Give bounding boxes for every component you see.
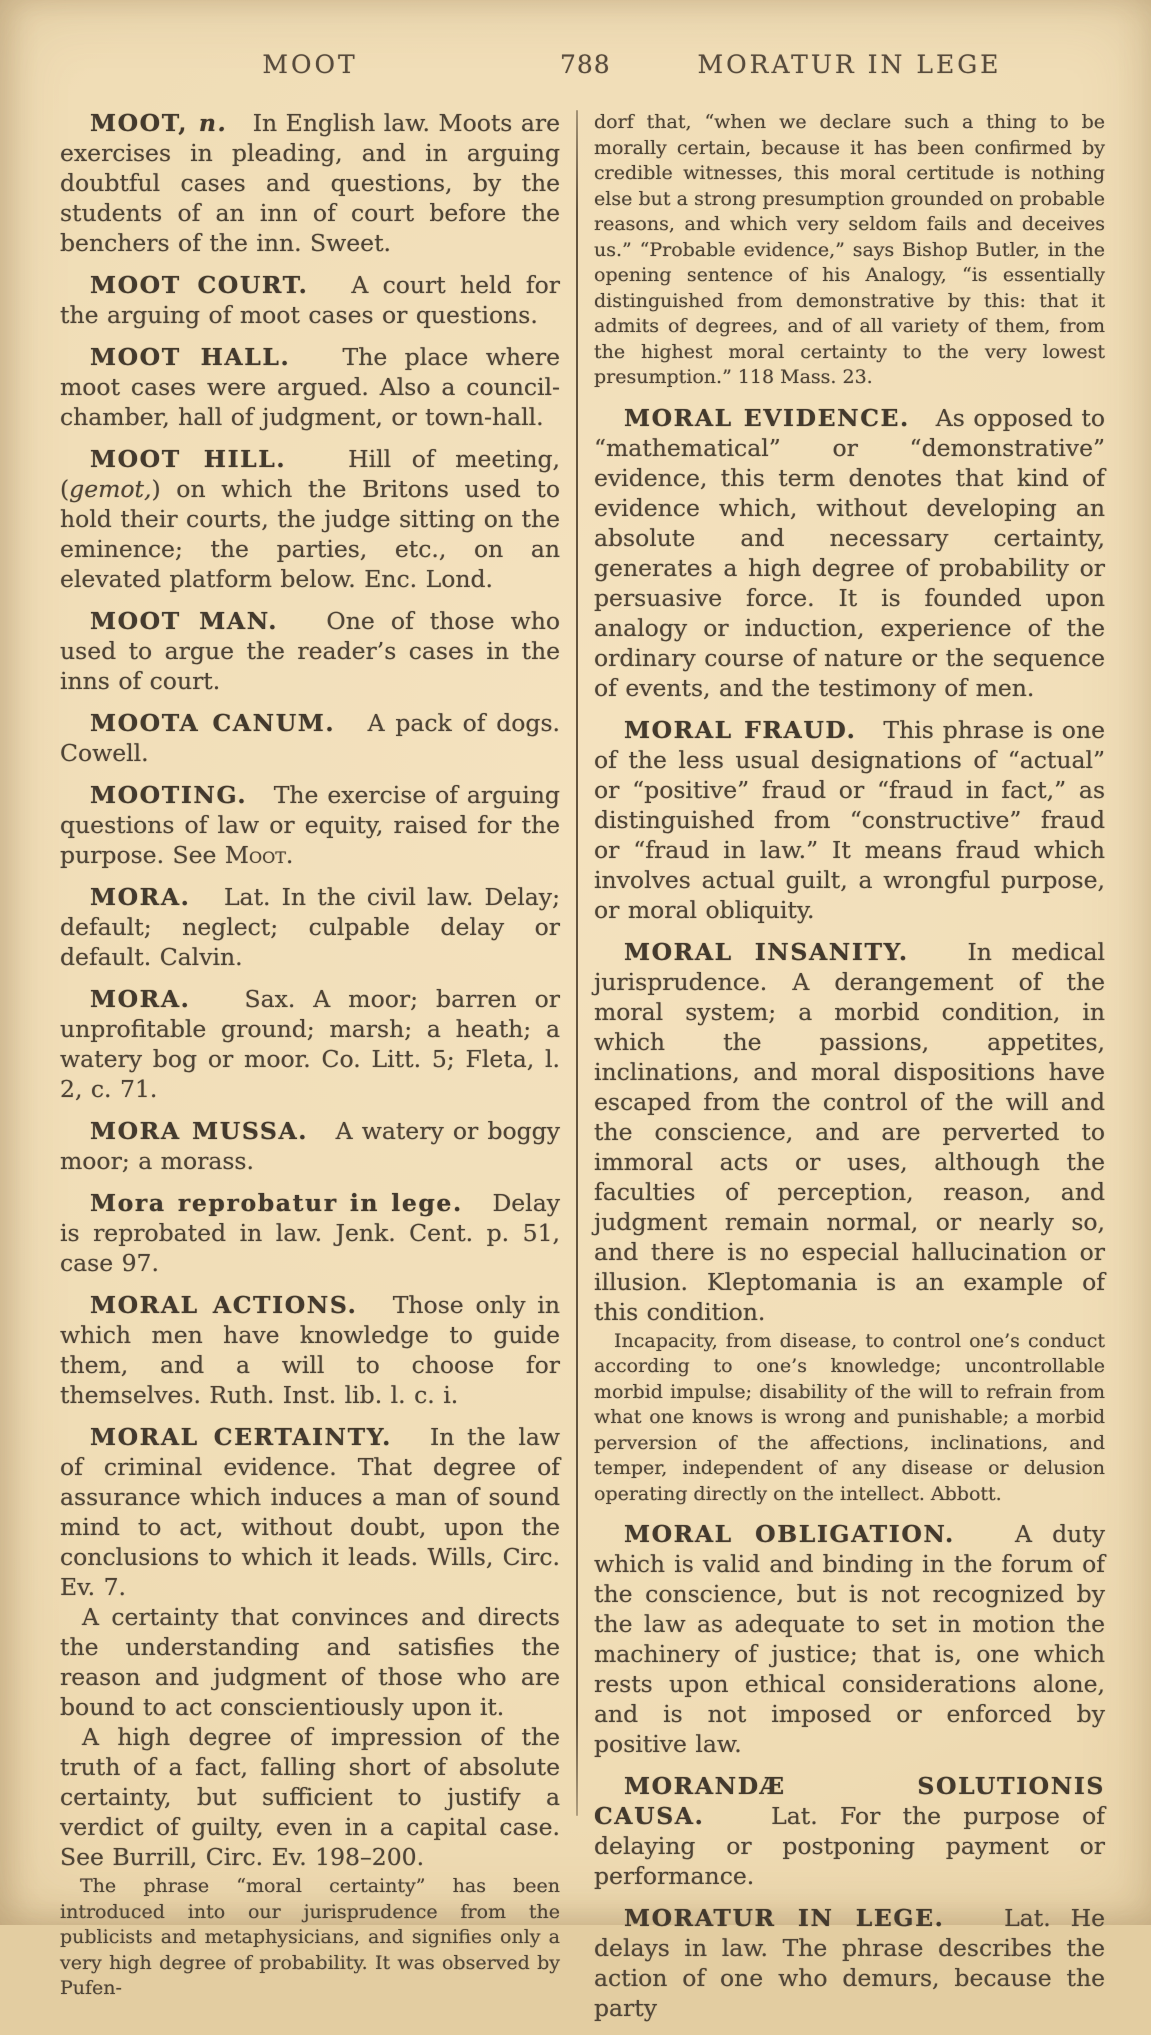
running-head: [60, 50, 1105, 79]
entry-moot: [60, 108, 560, 258]
entry-definition: MORATUR IN LEGE. Lat. He delays in law. The phrase describes the action of one who demurs, because the party: [594, 1904, 1105, 2022]
column-divider-rule: [576, 110, 578, 1816]
entry-moratur-in-lege: [594, 1903, 1105, 2023]
entry-definition: MORAL FRAUD. This phrase is one of the less usual designations of “actual” or “positive” fraud or “fraud in fact,” as distinguished from “constructive” fraud or “fraud in law.” It means fraud which involves actual guilt, a wrongful purpose, or moral obliquity.: [594, 715, 1105, 924]
entry-headword: MORAL CERTAINTY.: [90, 1423, 392, 1451]
entry-headword: MORAL FRAUD.: [624, 715, 857, 744]
running-head-left-term: MOOT: [262, 50, 358, 79]
entry-headword: MORANDÆ SOLUTIONIS CAUSA.: [594, 1772, 1105, 1830]
entry-moral-fraud: [594, 715, 1105, 925]
entry-definition: MORA. Lat. In the civil law. Delay; default; neglect; culpable delay or default. Calvin.: [60, 883, 560, 971]
entry-paragraph: A high degree of impression of the truth of a fact, falling short of absolute certainty, but sufficient to justify a verdict of guilty, even in a capital case. See Burrill, Circ. Ev. 198–200.: [60, 1723, 560, 1871]
entry-moral-evidence: [594, 403, 1105, 703]
entry-headword: MORAL INSANITY.: [624, 937, 909, 966]
entry-moral-insanity: [594, 937, 1105, 1508]
entry-definition: MOOT, n. In English law. Moots are exercises in pleading, and in arguing doubtful cases and questions, by the students of an inn of court before the benchers of the inn. Sweet.: [60, 109, 560, 257]
entry-headword: MORA.: [90, 985, 191, 1013]
entry-note-small-print: The phrase “moral certainty” has been introduced into our jurisprudence from the publicists and metaphysicians, and signifies only a very high degree of probability. It was observed by Pufen-: [60, 1875, 560, 1999]
entry-definition: MOOT HILL. Hill of meeting, (gemot,) on which the Britons used to hold their courts, the judge sitting on the eminence; the parties, etc., on an elevated platform below. Enc. Lond.: [60, 445, 560, 593]
entry-morandae-solutionis-causa: [594, 1771, 1105, 1891]
left-column: [60, 108, 560, 2014]
entry-mora-mussa: [60, 1116, 560, 1176]
entry-moot-man: [60, 606, 560, 696]
entry-moral-certainty: [60, 1422, 560, 2002]
entry-headword: MOOTING.: [90, 781, 248, 809]
running-head-right-term: MORATUR IN LEGE: [697, 50, 1002, 79]
entry-moral-obligation: [594, 1519, 1105, 1759]
entry-definition: MOOTING. The exercise of arguing questions of law or equity, raised for the purpose. See Moot.: [60, 781, 560, 869]
entry-moot-court: [60, 270, 560, 330]
entry-headword: MOOT, n.: [90, 109, 228, 137]
entry-paragraph: A certainty that convinces and directs the understanding and satisfies the reason and judgment of those who are bound to act conscientiously upon it.: [60, 1603, 560, 1721]
entry-headword: MORAL OBLIGATION.: [624, 1520, 955, 1548]
entry-moral-actions: [60, 1290, 560, 1410]
entry-note-small-print: Incapacity, from disease, to control one’s conduct according to one’s knowledge; uncontrollable morbid impulse; disability of the will to refrain from what one knows is wrong and punishable; a morbid perversion of the affections, inclinations, and temper, independent of any disease or delusion operating directly on the intellect. Abbott.: [594, 1329, 1105, 1505]
entry-headword: MORAL ACTIONS.: [90, 1291, 358, 1319]
entry-headword: MOOT HALL.: [90, 343, 291, 371]
entry-headword: MORA.: [90, 883, 191, 911]
entry-moot-hall: [60, 342, 560, 432]
entry-moot-hill: [60, 444, 560, 594]
entry-headword: MOOTA CANUM.: [90, 709, 336, 737]
entry-definition: MOOT MAN. One of those who used to argue the reader’s cases in the inns of court.: [60, 607, 560, 695]
entry-headword: MORATUR IN LEGE.: [624, 1904, 945, 1932]
entry-definition: MORAL INSANITY. In medical jurisprudence. A derangement of the moral system; a morbid condition, in which the passions, appetites, inclinations, and moral dispositions have escaped from the control of the will and the conscience, and are perverted to immoral acts or uses, although the faculties of perception, reason, and judgment remain normal, or nearly so, and there is no especial hallucination or illusion. Kleptomania is an example of this condition.: [594, 937, 1105, 1326]
entry-mora-reprobatur-in-lege: [60, 1188, 560, 1278]
entry-mora-lat: [60, 882, 560, 972]
entry-moota-canum: [60, 708, 560, 768]
page-number: 788: [560, 50, 611, 79]
entry-definition: MORA MUSSA. A watery or boggy moor; a morass.: [60, 1117, 560, 1175]
entry-headword: MOOT COURT.: [90, 271, 309, 299]
entry-mooting: [60, 780, 560, 870]
entry-headword: MORA MUSSA.: [90, 1117, 309, 1145]
entry-definition: MORAL EVIDENCE. As opposed to “mathematical” or “demonstrative” evidence, this term denotes that kind of evidence which, without developing an absolute and necessary certainty, generates a high degree of probability or persuasive force. It is founded upon analogy or induction, experience of the ordinary course of nature or the sequence of events, and the testimony of men.: [594, 403, 1105, 702]
right-column: [594, 108, 1105, 2035]
entry-mora-sax: [60, 984, 560, 1104]
entry-definition: MORAL OBLIGATION. A duty which is valid and binding in the forum of the conscience, but is not recognized by the law as adequate to set in motion the machinery of justice; that is, one which rests upon ethical considerations alone, and is not imposed or enforced by positive law.: [594, 1520, 1105, 1758]
entry-definition: MORAL CERTAINTY. In the law of criminal evidence. That degree of assurance which induces a man of sound mind to act, without doubt, upon the conclusions to which it leads. Wills, Circ. Ev. 7.: [60, 1423, 560, 1601]
entry-definition: MORAL ACTIONS. Those only in which men have knowledge to guide them, and a will to choose for themselves. Ruth. Inst. lib. l. c. i.: [60, 1291, 560, 1409]
entry-moral-certainty-continuation: [594, 110, 1105, 391]
entry-headword: MOOT MAN.: [90, 607, 279, 635]
entry-note-small-print: dorf that, “when we declare such a thing to be morally certain, because it has been confirmed by credible witnesses, this moral certitude is nothing else but a strong presumption grounded on probable reasons, and which very seldom fails and deceives us.” “Probable evidence,” says Bishop Butler, in the opening sentence of his Analogy, “is essentially distinguished from demonstrative by this: that it admits of degrees, and of all variety of them, from the highest moral certainty to the very lowest presumption.” 118 Mass. 23.: [594, 111, 1105, 388]
entry-definition: Mora reprobatur in lege. Delay is reprobated in law. Jenk. Cent. p. 51, case 97.: [60, 1189, 560, 1277]
entry-headword: MORAL EVIDENCE.: [624, 403, 910, 432]
entry-definition: MORANDÆ SOLUTIONIS CAUSA. Lat. For the purpose of delaying or postponing payment or performance.: [594, 1772, 1105, 1890]
entry-headword: MOOT HILL.: [90, 445, 287, 473]
text-columns: [60, 108, 1105, 2035]
entry-definition: MOOT HALL. The place where moot cases were argued. Also a council-chamber, hall of judgment, or town-hall.: [60, 343, 561, 431]
entry-definition: MOOTA CANUM. A pack of dogs. Cowell.: [60, 709, 560, 767]
entry-headword: Mora reprobatur in lege.: [90, 1189, 463, 1217]
entry-definition: MORA. Sax. A moor; barren or unprofitable ground; marsh; a heath; a watery bog or moor. Co. Litt. 5; Fleta, l. 2, c. 71.: [60, 985, 560, 1103]
entry-definition: MOOT COURT. A court held for the arguing of moot cases or questions.: [60, 271, 560, 329]
